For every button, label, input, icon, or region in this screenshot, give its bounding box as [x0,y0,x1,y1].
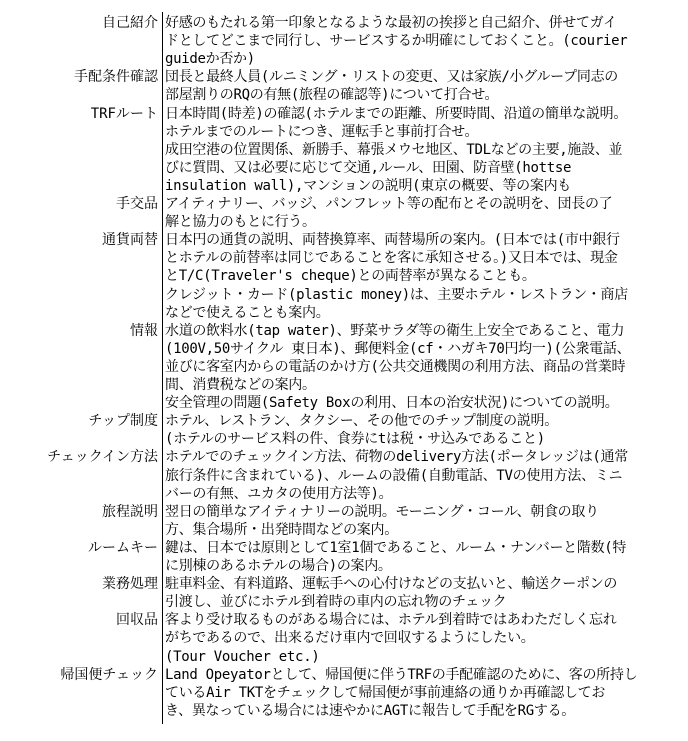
section-text-line: insulation wall),マンションの説明(東京の概要、等の案内も [165,177,571,194]
section-text-line: (Tour Voucher etc.) [165,648,320,665]
section-text-line: (100V,50サイクル 東日本)、郵便料金(cf・ハガキ70円均一)(公衆電話、 [165,340,631,357]
section-label: 通貨両替 [102,232,158,249]
section-label: チェックイン方法 [47,449,158,466]
section-text-line: (ホテルのサービス料の件、食券にtは税・サ込みであること) [165,431,545,448]
section-text-line: 鍵は、日本では原則として1室1個であること、ルーム・ナンバーと階数(特 [165,539,627,556]
section-label: 帰国便チェック [60,666,158,683]
section-text-line: 団長と最終人員(ルニミング・リストの変更、又は家族/小グループ同志の [165,69,618,86]
section-text-line: 客より受け取るものがある場合には、ホテル到着時ではあわただしく忘れ [165,612,617,629]
section-text-line: 旅行条件に含まれている)、ルームの設備(自動電話、TVの使用方法、ミニ [165,467,623,484]
section-text-line: 成田空港の位置関係、新勝手、幕張メウセ地区、TDLなどの主要,施設、並 [165,141,623,158]
section-text-line: 間、消費税などの案内。 [165,377,316,393]
section-label: 自己紹介 [102,15,158,31]
section-text-line: ホテルでのチェックイン方法、荷物のdelivery方法(ポータレッジは(通常 [165,449,628,466]
section-label: 業務処理 [102,576,158,593]
section-label: 旅程説明 [102,503,158,520]
section-text-line: guideか否か) [165,51,255,68]
section-text-line: などで使えることも案内。 [165,304,330,321]
section-text-line: 日本円の通貨の説明、両替換算率、両替場所の案内。(日本では(市中銀行 [165,232,620,249]
section-text-line: 方、集合場所・出発時間などの案内。 [165,521,398,538]
section-text-line: バーの有無、ユカタの使用方法等)。 [165,485,393,502]
section-text-line: 好感のもたれる第一印象となるような最初の挨拶と自己紹介、併せてガイ [165,15,617,31]
section-text-line: ホテル、レストラン、タクシー、その他でのチップ制度の説明。 [165,413,558,430]
section-text-line: アイティナリー、バッジ、パンフレット等の配布とその説明を、団長の了 [165,196,613,212]
section-label: 手配条件確認 [74,69,158,86]
section-label: チップ制度 [88,413,158,430]
section-text-line: 水道の飲料水(tap water)、野菜サラダ等の衛生上安全であること、電力 [165,322,625,339]
section-text-line: 部屋割りのRQの有無(旅程の確認等)について打合せ。 [165,87,499,104]
section-text-line: き、異なっている場合には速やかにAGTに報告して手配をRGする。 [165,702,575,719]
section-text-line: 並びに客室内からの電話のかけ方(公共交通機関の利用方法、商品の営業時 [165,358,626,375]
section-text-line: 解と協力のもとに行う。 [165,214,316,231]
section-text-line: 安全管理の問題(Safety Boxの利用、日本の治安状況)についての説明。 [165,395,619,412]
section-label: TRFルート [90,105,158,122]
section-label: 手交品 [116,196,158,212]
section-label: ルームキー [88,539,158,556]
section-text-line: に別棟のあるホテルの場合)の案内。 [165,558,392,574]
section-text-line: 翌日の簡単なアイティナリーの説明。モーニング・コール、朝食の取り [165,503,599,520]
section-text-line: 日本時間(時差)の確認(ホテルまでの距離、所要時間、沿道の簡単な説明。 [165,105,628,122]
section-label: 回収品 [116,612,158,629]
section-text-line: がちであるので、出来るだけ車内で回収するようにしたい。 [165,630,535,647]
section-text-line: ホテルまでのルートにつき、運転手と事前打合せ。 [165,123,479,140]
section-text-line: ているAir TKTをチェックして帰国便が事前連絡の通りか再確認してお [165,684,606,701]
column-divider [162,12,163,724]
section-text-line: Land Opeyatorとして、帰国便に伴うTRFの手配確認のために、客の所持し [165,666,638,683]
section-label: 情報 [130,322,158,339]
section-text-line: クレジット・カード(plastic money)は、主要ホテル・レストラン・商店 [165,286,628,303]
section-text-line: ドとしてどこまで同行し、サービスするか明確にしておくこと。(courier [165,33,628,50]
section-text-line: 引渡し、並びにホテル到着時の車内の忘れ物のチェック [165,594,507,611]
section-text-line: 駐車料金、有料道路、運転手への心付けなどの支払いと、輸送クーポンの [165,576,618,593]
section-text-line: とT/C(Traveler's cheque)との両替率が異なることも。 [165,268,536,285]
section-text-line: びに質問、又は必要に応じて交通,ルール、田園、防音壁(hottse [165,159,572,176]
section-text-line: とホテルの前替率は同じであることを客に承知させる。)又日本では、現金 [165,250,618,267]
